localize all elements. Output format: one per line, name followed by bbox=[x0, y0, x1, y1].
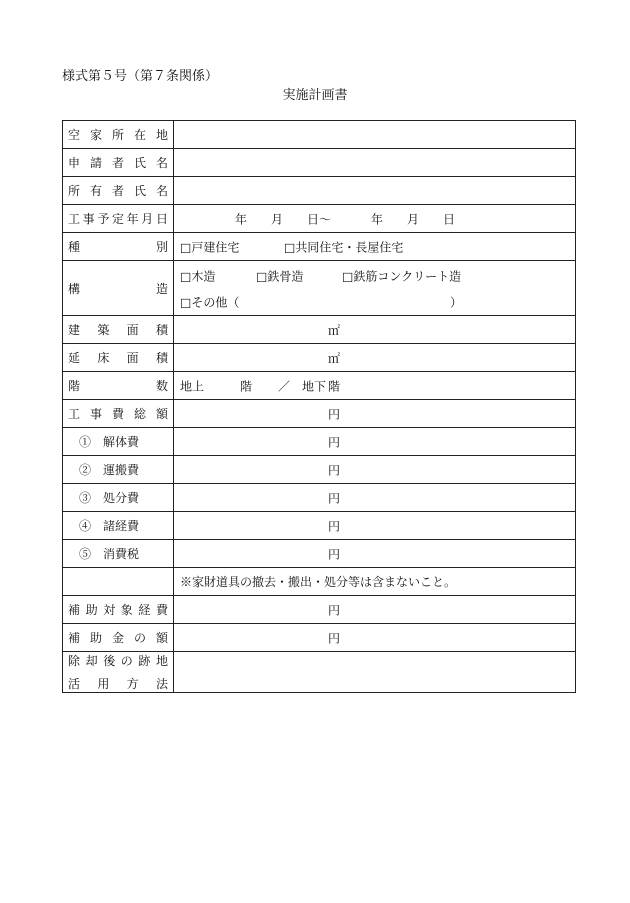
unit-yen: 円 bbox=[328, 631, 341, 645]
field-demolition[interactable] bbox=[174, 428, 576, 456]
label-applicant: 申 請 者 氏 名 bbox=[63, 149, 174, 177]
field-owner[interactable] bbox=[174, 177, 576, 205]
row-eligible bbox=[63, 596, 576, 624]
unit-sqm: ㎡ bbox=[328, 323, 341, 337]
checkbox-steel[interactable]: □鉄骨造 bbox=[256, 269, 304, 284]
field-eligible[interactable] bbox=[174, 596, 576, 624]
field-applicant[interactable] bbox=[174, 149, 576, 177]
schedule-year-start: 年 bbox=[235, 212, 248, 226]
label-schedule: 工 事 予 定 年 月 日 bbox=[63, 205, 174, 233]
schedule-day-end: 日 bbox=[443, 212, 456, 226]
unit-yen: 円 bbox=[328, 407, 341, 421]
field-address[interactable] bbox=[174, 121, 576, 149]
label-misc: ④ 諸経費 bbox=[63, 512, 174, 540]
label-demolition: ① 解体費 bbox=[63, 428, 174, 456]
row-schedule bbox=[63, 205, 576, 233]
label-land-use: 除 却 後 の 跡 地 活 用 方 法 bbox=[63, 652, 174, 693]
label-building-area: 建 築 面 積 bbox=[63, 316, 174, 344]
row-structure bbox=[63, 261, 576, 316]
field-land-use[interactable] bbox=[174, 652, 576, 693]
unit-yen: 円 bbox=[328, 603, 341, 617]
schedule-month-end: 月 bbox=[407, 212, 420, 226]
label-subsidy: 補 助 金 の 額 bbox=[63, 624, 174, 652]
schedule-year-end: 年 bbox=[371, 212, 384, 226]
row-total-cost bbox=[63, 400, 576, 428]
field-type bbox=[174, 233, 576, 261]
row-note bbox=[63, 568, 576, 596]
label-total-cost: 工 事 費 総 額 bbox=[63, 400, 174, 428]
row-disposal bbox=[63, 484, 576, 512]
label-address: 空 家 所 在 地 bbox=[63, 121, 174, 149]
field-building-area[interactable] bbox=[174, 316, 576, 344]
label-note-empty bbox=[63, 568, 174, 596]
unit-sqm: ㎡ bbox=[328, 351, 341, 365]
schedule-month-start: 月 bbox=[271, 212, 284, 226]
plan-table bbox=[62, 120, 576, 693]
field-subsidy[interactable] bbox=[174, 624, 576, 652]
floors-slash: ／ bbox=[278, 379, 291, 393]
checkbox-wood[interactable]: □木造 bbox=[180, 269, 216, 284]
label-floor-area: 延 床 面 積 bbox=[63, 344, 174, 372]
row-subsidy bbox=[63, 624, 576, 652]
floors-above-label: 地上 bbox=[180, 379, 205, 393]
row-floors bbox=[63, 372, 576, 400]
field-structure bbox=[174, 261, 576, 316]
row-land-use bbox=[63, 652, 576, 693]
checkbox-collective-housing[interactable]: □共同住宅・長屋住宅 bbox=[284, 240, 404, 254]
label-disposal: ③ 処分費 bbox=[63, 484, 174, 512]
label-type: 種 別 bbox=[63, 233, 174, 261]
row-misc bbox=[63, 512, 576, 540]
row-address bbox=[63, 121, 576, 149]
checkbox-reinforced-concrete[interactable]: □鉄筋コンクリート造 bbox=[342, 269, 462, 284]
field-misc[interactable] bbox=[174, 512, 576, 540]
unit-yen: 円 bbox=[328, 491, 341, 505]
row-building-area bbox=[63, 316, 576, 344]
label-structure: 構 造 bbox=[63, 261, 174, 316]
row-owner bbox=[63, 177, 576, 205]
form-number: 様式第５号（第７条関係） bbox=[62, 69, 219, 84]
schedule-day-start: 日〜 bbox=[307, 212, 332, 226]
floors-above-unit: 階 bbox=[240, 379, 253, 393]
row-tax bbox=[63, 540, 576, 568]
field-transport[interactable] bbox=[174, 456, 576, 484]
floors-below-unit: 階 bbox=[328, 379, 341, 393]
field-floors[interactable] bbox=[174, 372, 576, 400]
label-tax: ⑤ 消費税 bbox=[63, 540, 174, 568]
unit-yen: 円 bbox=[328, 463, 341, 477]
label-owner: 所 有 者 氏 名 bbox=[63, 177, 174, 205]
row-demolition bbox=[63, 428, 576, 456]
row-applicant bbox=[63, 149, 576, 177]
field-floor-area[interactable] bbox=[174, 344, 576, 372]
label-eligible: 補 助 対 象 経 費 bbox=[63, 596, 174, 624]
unit-yen: 円 bbox=[328, 519, 341, 533]
checkbox-detached-house[interactable]: □戸建住宅 bbox=[180, 240, 240, 254]
document-title: 実施計画書 bbox=[282, 88, 348, 103]
field-total-cost[interactable] bbox=[174, 400, 576, 428]
row-floor-area bbox=[63, 344, 576, 372]
row-type bbox=[63, 233, 576, 261]
note-text: ※家財道具の撤去・搬出・処分等は含まないこと。 bbox=[174, 568, 576, 596]
checkbox-other[interactable]: □その他（ bbox=[180, 295, 240, 310]
field-disposal[interactable] bbox=[174, 484, 576, 512]
other-close-paren: ） bbox=[450, 295, 463, 310]
label-floors: 階 数 bbox=[63, 372, 174, 400]
row-transport bbox=[63, 456, 576, 484]
field-schedule[interactable] bbox=[174, 205, 576, 233]
label-transport: ② 運搬費 bbox=[63, 456, 174, 484]
unit-yen: 円 bbox=[328, 435, 341, 449]
unit-yen: 円 bbox=[328, 547, 341, 561]
floors-below-label: 地下 bbox=[302, 379, 327, 393]
field-tax[interactable] bbox=[174, 540, 576, 568]
